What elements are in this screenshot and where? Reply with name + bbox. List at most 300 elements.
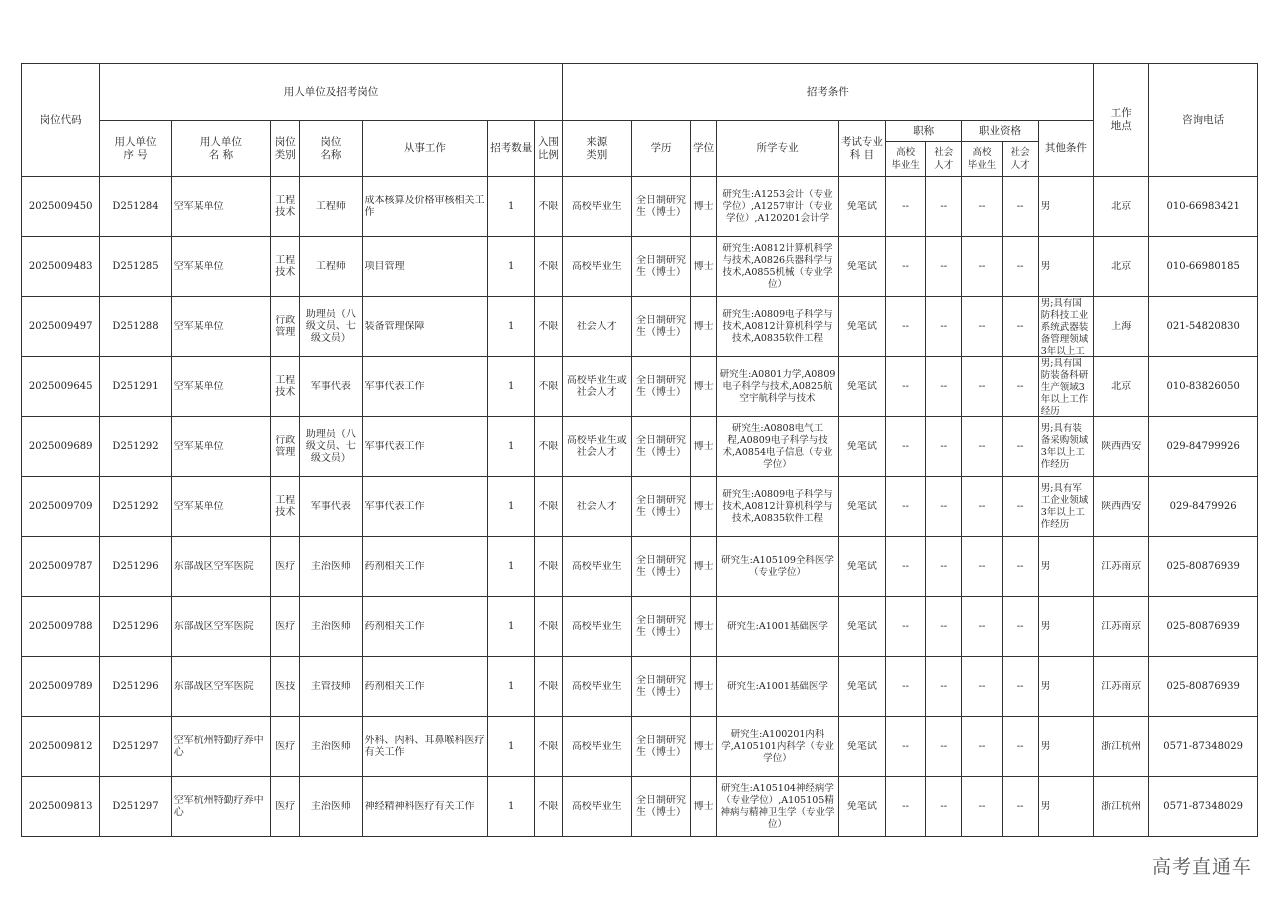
cell-title-grad-text: -- [902, 740, 909, 752]
cell-education [631, 657, 690, 717]
cell-title-social-text: -- [940, 680, 948, 692]
cell-location [1094, 537, 1149, 597]
cell-unit-seq [100, 177, 171, 237]
cell-major-text: 研究生:A1001基础医学 [727, 620, 828, 632]
cell-count [488, 777, 535, 837]
header-other: 其他条件 [1038, 121, 1093, 177]
cell-exam [838, 477, 885, 537]
cell-degree [691, 477, 717, 537]
cell-unit-seq [100, 417, 171, 477]
cell-work-text: 外科、内科、耳鼻喉科医疗有关工作 [364, 734, 485, 758]
cell-post-type [271, 657, 300, 717]
watermark-text: 高考直通车 [1151, 856, 1252, 878]
cell-source [562, 477, 631, 537]
cell-unit-name [171, 237, 270, 297]
cell-source-text: 高校毕业生 [571, 800, 622, 812]
cell-phone [1149, 597, 1258, 657]
cell-post-type-text: 工程 技术 [275, 254, 296, 278]
cell-code [22, 657, 100, 717]
cell-post-name [300, 537, 362, 597]
cell-qual-grad [962, 357, 1002, 417]
cell-unit-name [171, 417, 270, 477]
cell-title-grad [886, 657, 926, 717]
cell-major-text: 研究生:A0801力学,A0809电子科学与技术,A0825航空宇航科学与技术 [719, 368, 836, 404]
cell-unit-name-text: 空军某单位 [173, 440, 224, 452]
cell-major-text: 研究生:A0808电气工程,A0809电子科学与技术,A0854电子信息（专业学位） [722, 422, 833, 470]
cell-phone-text: 025-80876939 [1166, 620, 1240, 632]
cell-title-social-text: -- [940, 560, 948, 572]
cell-title-grad [886, 597, 926, 657]
cell-ratio [535, 717, 562, 777]
cell-count-text: 1 [508, 560, 515, 572]
cell-work [362, 537, 488, 597]
cell-location-text: 陕西西安 [1101, 500, 1142, 512]
cell-qual-social [1002, 297, 1038, 357]
cell-post-type [271, 357, 300, 417]
table-row [22, 657, 1258, 717]
cell-source [562, 417, 631, 477]
cell-degree-text: 博士 [693, 740, 714, 752]
cell-source [562, 657, 631, 717]
cell-ratio-text: 不限 [538, 620, 559, 632]
cell-exam [838, 357, 885, 417]
cell-major-text: 研究生:A1253会计（专业学位）,A1257审计（专业学位）,A120201会计学 [722, 188, 833, 224]
cell-education-text: 全日制研究生（博士） [635, 374, 686, 398]
cell-degree-text: 博士 [693, 440, 714, 452]
cell-code [22, 417, 100, 477]
table-row [22, 417, 1258, 477]
table-row [22, 777, 1258, 837]
cell-education [631, 237, 690, 297]
cell-code [22, 357, 100, 417]
cell-post-type [271, 477, 300, 537]
cell-degree [691, 357, 717, 417]
cell-education [631, 717, 690, 777]
cell-title-social [926, 777, 962, 837]
cell-exam [838, 177, 885, 237]
cell-location [1094, 297, 1149, 357]
cell-work-text: 药剂相关工作 [364, 680, 425, 692]
cell-phone [1149, 657, 1258, 717]
cell-source [562, 297, 631, 357]
cell-title-grad-text: -- [902, 440, 909, 452]
header-education: 学历 [631, 121, 690, 177]
cell-post-type-text: 医疗 [275, 800, 296, 812]
cell-ratio [535, 657, 562, 717]
cell-unit-seq-text: D251284 [112, 200, 159, 212]
cell-phone [1149, 177, 1258, 237]
cell-qual-social-text: -- [1016, 620, 1024, 632]
cell-title-grad-text: -- [902, 200, 909, 212]
cell-unit-seq-text: D251296 [112, 620, 159, 632]
cell-qual-social [1002, 177, 1038, 237]
cell-post-name [300, 597, 362, 657]
cell-work [362, 297, 488, 357]
cell-title-social-text: -- [940, 800, 948, 812]
header-title-social: 社会 人才 [926, 142, 962, 177]
cell-title-grad-text: -- [902, 500, 909, 512]
cell-count [488, 237, 535, 297]
cell-post-name-text: 军事代表 [310, 500, 351, 512]
cell-title-grad-text: -- [902, 680, 909, 692]
cell-post-name-text: 军事代表 [310, 380, 351, 392]
cell-education-text: 全日制研究生（博士） [635, 794, 686, 818]
cell-count-text: 1 [508, 680, 515, 692]
cell-title-grad [886, 537, 926, 597]
cell-source-text: 高校毕业生 [571, 680, 622, 692]
cell-source [562, 237, 631, 297]
cell-unit-seq [100, 657, 171, 717]
cell-qual-social-text: -- [1016, 200, 1024, 212]
cell-ratio-text: 不限 [538, 560, 559, 572]
cell-location [1094, 417, 1149, 477]
cell-other-text: 男;具有装备采购领域3年以上工作经历 [1040, 422, 1089, 470]
cell-degree [691, 717, 717, 777]
cell-code-text: 2025009450 [28, 200, 93, 212]
cell-source-text: 社会人才 [576, 320, 617, 332]
cell-ratio-text: 不限 [538, 740, 559, 752]
table-row [22, 297, 1258, 357]
cell-ratio-text: 不限 [538, 260, 559, 272]
cell-ratio [535, 597, 562, 657]
cell-phone [1149, 357, 1258, 417]
cell-source [562, 537, 631, 597]
cell-location-text: 北京 [1111, 380, 1132, 392]
cell-qual-grad [962, 717, 1002, 777]
cell-source-text: 高校毕业生 [571, 620, 622, 632]
cell-major [717, 537, 839, 597]
cell-major [717, 477, 839, 537]
cell-code-text: 2025009689 [28, 440, 93, 452]
cell-unit-name-text: 东部战区空军医院 [173, 680, 254, 692]
cell-qual-grad [962, 477, 1002, 537]
cell-unit-name-text: 空军某单位 [173, 380, 224, 392]
cell-other [1038, 357, 1093, 417]
cell-title-social [926, 537, 962, 597]
cell-education [631, 177, 690, 237]
cell-qual-social [1002, 717, 1038, 777]
cell-post-name [300, 657, 362, 717]
cell-phone-text: 010-83826050 [1166, 380, 1240, 392]
cell-exam [838, 237, 885, 297]
cell-code-text: 2025009813 [28, 800, 93, 812]
cell-major-text: 研究生:A1001基础医学 [727, 680, 828, 692]
header-location: 工作 地点 [1094, 64, 1149, 177]
cell-degree-text: 博士 [693, 500, 714, 512]
cell-unit-name [171, 297, 270, 357]
table-row [22, 177, 1258, 237]
cell-post-name [300, 357, 362, 417]
cell-code-text: 2025009789 [28, 680, 93, 692]
cell-exam-text: 免笔试 [846, 200, 877, 212]
cell-title-grad-text: -- [902, 380, 909, 392]
cell-unit-name [171, 777, 270, 837]
cell-qual-social-text: -- [1016, 320, 1024, 332]
header-qual-social: 社会 人才 [1002, 142, 1038, 177]
recruitment-table [21, 63, 1258, 837]
cell-degree-text: 博士 [693, 560, 714, 572]
cell-unit-seq-text: D251297 [112, 800, 159, 812]
cell-qual-social [1002, 657, 1038, 717]
cell-post-type-text: 医技 [275, 680, 296, 692]
header-source: 来源 类别 [562, 121, 631, 177]
cell-qual-grad-text: -- [978, 500, 986, 512]
cell-qual-social-text: -- [1016, 680, 1024, 692]
cell-code [22, 297, 100, 357]
cell-exam [838, 657, 885, 717]
cell-count-text: 1 [508, 320, 515, 332]
cell-exam [838, 537, 885, 597]
cell-ratio-text: 不限 [538, 200, 559, 212]
cell-unit-name [171, 357, 270, 417]
cell-work-text: 神经精神科医疗有关工作 [364, 800, 475, 812]
cell-unit-name-text: 东部战区空军医院 [173, 560, 254, 572]
cell-post-type-text: 行政 管理 [275, 434, 296, 458]
cell-degree-text: 博士 [693, 260, 714, 272]
cell-work-text: 药剂相关工作 [364, 620, 425, 632]
cell-other [1038, 657, 1093, 717]
cell-code-text: 2025009787 [28, 560, 93, 572]
header-count: 招考数量 [488, 121, 535, 177]
cell-title-social [926, 177, 962, 237]
cell-source [562, 777, 631, 837]
cell-qual-grad-text: -- [978, 680, 986, 692]
cell-ratio-text: 不限 [538, 680, 559, 692]
cell-code-text: 2025009483 [28, 260, 93, 272]
cell-unit-name [171, 717, 270, 777]
cell-count-text: 1 [508, 800, 515, 812]
cell-exam-text: 免笔试 [846, 560, 877, 572]
cell-count [488, 357, 535, 417]
cell-phone [1149, 477, 1258, 537]
cell-code [22, 597, 100, 657]
cell-count [488, 537, 535, 597]
cell-major-text: 研究生:A105109全科医学（专业学位） [721, 554, 834, 578]
cell-major-text: 研究生:A100201内科学,A105101内科学（专业学位） [721, 728, 834, 764]
cell-code [22, 477, 100, 537]
cell-exam [838, 297, 885, 357]
header-unit-seq: 用人单位 序 号 [100, 121, 171, 177]
cell-title-social-text: -- [940, 320, 948, 332]
cell-qual-grad [962, 657, 1002, 717]
cell-title-social [926, 297, 962, 357]
cell-qual-grad [962, 237, 1002, 297]
cell-qual-grad-text: -- [978, 800, 986, 812]
cell-title-social [926, 597, 962, 657]
cell-title-social [926, 657, 962, 717]
header-degree: 学位 [691, 121, 717, 177]
cell-source-text: 高校毕业生或社会人才 [566, 434, 627, 458]
cell-major-text: 研究生:A0809电子科学与技术,A0812计算机科学与技术,A0835软件工程 [722, 488, 833, 524]
cell-post-type [271, 537, 300, 597]
table-body [22, 177, 1258, 837]
cell-degree-text: 博士 [693, 620, 714, 632]
cell-title-grad-text: -- [902, 560, 909, 572]
cell-qual-grad-text: -- [978, 200, 986, 212]
cell-education [631, 777, 690, 837]
header-group-unit: 用人单位及招考岗位 [100, 64, 562, 121]
cell-post-type-text: 工程 技术 [275, 494, 296, 518]
header-code: 岗位代码 [22, 64, 100, 177]
cell-other [1038, 237, 1093, 297]
cell-unit-name-text: 空军某单位 [173, 500, 224, 512]
cell-qual-grad [962, 597, 1002, 657]
cell-phone-text: 025-80876939 [1166, 560, 1240, 572]
cell-exam-text: 免笔试 [846, 380, 877, 392]
cell-title-grad [886, 237, 926, 297]
cell-exam-text: 免笔试 [846, 260, 877, 272]
cell-unit-seq-text: D251285 [112, 260, 159, 272]
cell-post-name-text: 工程师 [315, 200, 346, 212]
cell-count [488, 657, 535, 717]
cell-location-text: 浙江杭州 [1101, 740, 1142, 752]
cell-title-grad [886, 777, 926, 837]
cell-qual-social-text: -- [1016, 260, 1024, 272]
cell-qual-social-text: -- [1016, 740, 1024, 752]
cell-unit-name-text: 东部战区空军医院 [173, 620, 254, 632]
cell-title-grad [886, 417, 926, 477]
cell-work [362, 417, 488, 477]
cell-qual-grad-text: -- [978, 380, 986, 392]
cell-ratio [535, 777, 562, 837]
cell-title-social-text: -- [940, 740, 948, 752]
cell-source [562, 177, 631, 237]
cell-degree-text: 博士 [693, 200, 714, 212]
cell-exam-text: 免笔试 [846, 500, 877, 512]
cell-work-text: 药剂相关工作 [364, 560, 425, 572]
cell-count [488, 177, 535, 237]
cell-qual-grad-text: -- [978, 440, 986, 452]
cell-phone [1149, 717, 1258, 777]
cell-count-text: 1 [508, 500, 515, 512]
cell-other-text: 男 [1040, 800, 1051, 812]
cell-ratio [535, 357, 562, 417]
cell-title-social-text: -- [940, 260, 948, 272]
header-qual-group: 职业资格 [962, 121, 1038, 142]
cell-ratio-text: 不限 [538, 320, 559, 332]
cell-count [488, 597, 535, 657]
cell-location [1094, 237, 1149, 297]
cell-major-text: 研究生:A0809电子科学与技术,A0812计算机科学与技术,A0835软件工程 [722, 308, 833, 344]
cell-title-social-text: -- [940, 380, 948, 392]
cell-post-name-text: 工程师 [315, 260, 346, 272]
cell-phone [1149, 537, 1258, 597]
cell-exam [838, 717, 885, 777]
cell-title-grad [886, 717, 926, 777]
cell-source-text: 高校毕业生 [571, 260, 622, 272]
cell-qual-social [1002, 237, 1038, 297]
cell-post-type-text: 工程 技术 [275, 194, 296, 218]
header-ratio: 入围 比例 [535, 121, 562, 177]
cell-work [362, 177, 488, 237]
cell-post-type-text: 工程 技术 [275, 374, 296, 398]
table-row [22, 717, 1258, 777]
cell-title-social-text: -- [940, 500, 948, 512]
cell-work [362, 237, 488, 297]
cell-education-text: 全日制研究生（博士） [635, 734, 686, 758]
cell-degree-text: 博士 [693, 320, 714, 332]
cell-ratio [535, 537, 562, 597]
cell-qual-social-text: -- [1016, 800, 1024, 812]
cell-unit-seq-text: D251296 [112, 560, 159, 572]
cell-qual-social [1002, 597, 1038, 657]
cell-location [1094, 777, 1149, 837]
cell-phone-text: 0571-87348029 [1163, 740, 1244, 752]
header-title-grad: 高校 毕业生 [886, 142, 926, 177]
cell-source-text: 高校毕业生 [571, 200, 622, 212]
cell-qual-social [1002, 417, 1038, 477]
cell-title-grad-text: -- [902, 800, 909, 812]
cell-source-text: 社会人才 [576, 500, 617, 512]
cell-unit-seq-text: D251292 [112, 500, 159, 512]
cell-title-social-text: -- [940, 200, 948, 212]
cell-exam-text: 免笔试 [846, 800, 877, 812]
cell-ratio [535, 177, 562, 237]
cell-count-text: 1 [508, 440, 515, 452]
cell-unit-seq [100, 237, 171, 297]
cell-degree [691, 237, 717, 297]
cell-phone-text: 021-54820830 [1166, 320, 1240, 332]
cell-exam-text: 免笔试 [846, 440, 877, 452]
cell-title-social [926, 237, 962, 297]
cell-code-text: 2025009497 [28, 320, 93, 332]
cell-work [362, 597, 488, 657]
cell-unit-seq [100, 297, 171, 357]
cell-degree-text: 博士 [693, 380, 714, 392]
cell-education-text: 全日制研究生（博士） [635, 254, 686, 278]
cell-code [22, 717, 100, 777]
cell-unit-seq-text: D251291 [112, 380, 159, 392]
cell-unit-name-text: 空军杭州特勤疗养中心 [173, 794, 264, 818]
cell-title-social [926, 717, 962, 777]
cell-education [631, 417, 690, 477]
cell-count [488, 417, 535, 477]
cell-title-grad-text: -- [902, 620, 909, 632]
cell-work [362, 357, 488, 417]
cell-major [717, 177, 839, 237]
cell-major [717, 357, 839, 417]
cell-major-text: 研究生:A0812计算机科学与技术,A0826兵器科学与技术,A0855机械（专业学位） [722, 242, 833, 290]
cell-major [717, 657, 839, 717]
cell-other [1038, 417, 1093, 477]
cell-education [631, 537, 690, 597]
cell-other-text: 男 [1040, 260, 1051, 272]
cell-unit-seq [100, 597, 171, 657]
cell-other [1038, 597, 1093, 657]
cell-other [1038, 177, 1093, 237]
cell-major [717, 717, 839, 777]
cell-education-text: 全日制研究生（博士） [635, 674, 686, 698]
cell-qual-social-text: -- [1016, 440, 1024, 452]
cell-qual-grad-text: -- [978, 620, 986, 632]
cell-qual-social [1002, 537, 1038, 597]
cell-other-text: 男 [1040, 200, 1051, 212]
cell-work-text: 装备管理保障 [364, 320, 425, 332]
cell-phone-text: 0571-87348029 [1163, 800, 1244, 812]
cell-title-social [926, 417, 962, 477]
table-row [22, 237, 1258, 297]
cell-code-text: 2025009788 [28, 620, 93, 632]
cell-degree-text: 博士 [693, 800, 714, 812]
cell-unit-seq-text: D251297 [112, 740, 159, 752]
cell-ratio-text: 不限 [538, 380, 559, 392]
cell-education-text: 全日制研究生（博士） [635, 554, 686, 578]
cell-source [562, 717, 631, 777]
cell-post-name-text: 主治医师 [310, 740, 351, 752]
cell-code [22, 237, 100, 297]
cell-education-text: 全日制研究生（博士） [635, 194, 686, 218]
cell-work-text: 成本核算及价格审核相关工作 [364, 194, 485, 218]
